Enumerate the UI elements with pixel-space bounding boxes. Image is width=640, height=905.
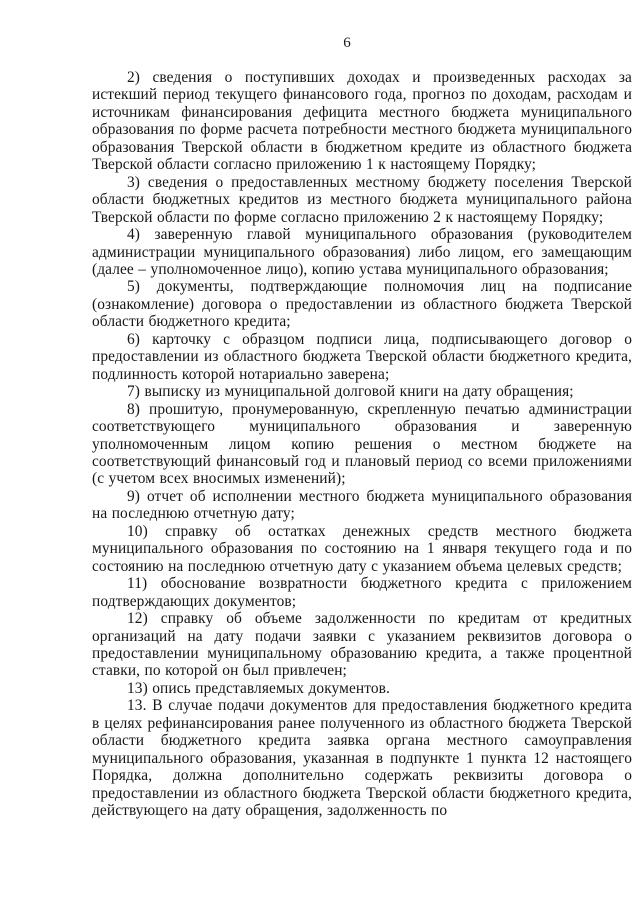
paragraph: 6) карточку с образцом подписи лица, подписывающего договор о предоставлении из областного бюджета Тверской области бюджетного кредита, подлинность которой нотариально заверена; [92,330,632,383]
paragraph: 13. В случае подачи документов для предоставления бюджетного кредита в целях рефинансирования ранее полученного из областного бюджета Тверской области бюджетного кредита заявка органа местного самоуправления муниципального образования, указанная в подпункте 1 пункта 12 настоящего Порядка, должна дополнительно содержать реквизиты договора о предоставлении из областного бюджета Тверской области бюджетного кредита, действующего на дату обращения, задолженность по [92,697,632,820]
paragraph: 3) сведения о предоставленных местному бюджету поселения Тверской области бюджетных кредитов из местного бюджета муниципального района Тверской области по форме согласно приложению 2 к настоящему Порядку; [92,173,632,226]
paragraph: 8) прошитую, пронумерованную, скрепленную печатью администрации соответствующего муниципального образования и заверенную уполномоченным лицом копию решения о местном бюджете на соответствующий финансовый год и плановый период со всеми приложениями (с учетом всех вносимых изменений); [92,400,632,488]
paragraph: 9) отчет об исполнении местного бюджета муниципального образования на последнюю отчетную дату; [92,487,632,523]
paragraph: 4) заверенную главой муниципального образования (руководителем администрации муниципального образования) либо лицом, его замещающим (далее – уполномоченное лицо), копию устава муниципального образования; [92,226,632,278]
paragraph: 2) сведения о поступивших доходах и произведенных расходах за истекший период текущего финансового года, прогноз по доходам, расходам и источникам финансирования дефицита местного бюджета муниципального образования по форме расчета потребности местного бюджета муниципального образования Тверской области в бюджетном кредите из областного бюджета Тверской области согласно приложению 1 к настоящему Порядку; [92,69,632,174]
paragraph: 12) справку об объеме задолженности по кредитам от кредитных организаций на дату подачи заявки с указанием реквизитов договора о предоставлении муниципальному образованию кредита, а также процентной ставки, по которой он был привлечен; [92,610,632,680]
paragraph: 11) обоснование возвратности бюджетного кредита с приложением подтверждающих документов; [92,575,632,610]
paragraph: 13) опись представляемых документов. [127,679,390,697]
document-body [92,69,632,819]
paragraph: 7) выписку из муниципальной долговой книги на дату обращения; [127,383,574,401]
page-number: 6 [343,35,351,51]
paragraph: 5) документы, подтверждающие полномочия лиц на подписание (ознакомление) договора о предоставлении из областного бюджета Тверской области бюджетного кредита; [92,278,632,331]
paragraph: 10) справку об остатках денежных средств местного бюджета муниципального образования по состоянию на 1 января текущего года и по состоянию на последнюю отчетную дату с указанием объема целевых средств; [92,522,632,575]
